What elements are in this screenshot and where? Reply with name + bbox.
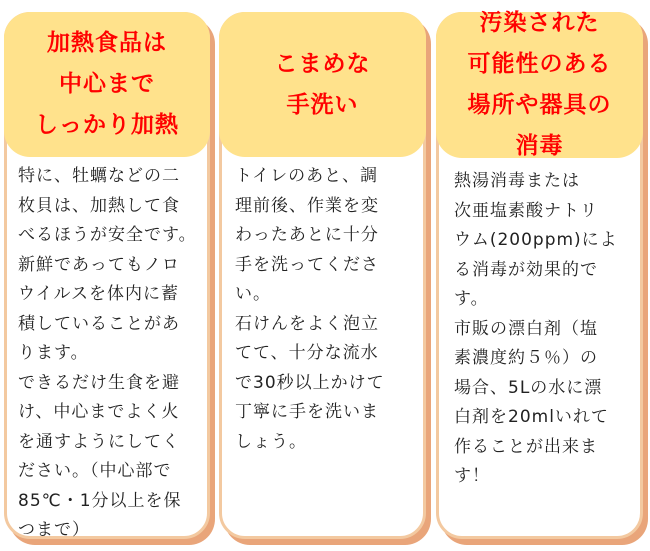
- card-title-handwashing: こまめな 手洗い: [219, 12, 426, 157]
- card-body-thorough-cooking: 特に、牡蠣などの二 枚貝は、加熱して食 べるほうが安全です。 新鮮であってもノロ ウイルスを体内に蓄 積していることがあ ります。 できるだけ生食を避 け、中心までよく火 を通すようにしてく ださい。（中心部で 85℃・1分以上を保 つまで）: [18, 166, 197, 540]
- card-thorough-cooking: [4, 12, 210, 539]
- card-body-disinfection: 熱湯消毒または 次亜塩素酸ナトリ ウム(200ppm)によ る消毒が効果的で す。 市販の漂白剤（塩 素濃度約５％）の 場合、5Lの水に漂 白剤を20mlいれて 作ることが出来ま す！: [454, 171, 618, 486]
- card-title-disinfection: 汚染された 可能性のある 場所や器具の 消毒: [436, 12, 643, 158]
- card-title-thorough-cooking: 加熱食品は 中心まで しっかり加熱: [4, 12, 210, 157]
- card-handwashing: [219, 12, 426, 539]
- card-body-handwashing: トイレのあと、調 理前後、作業を変 わったあとに十分 手を洗ってくださ い。 石けんをよく泡立 てて、十分な流水 で30秒以上かけて 丁寧に手を洗いま しょう。: [235, 166, 385, 452]
- card-disinfection: [436, 12, 643, 539]
